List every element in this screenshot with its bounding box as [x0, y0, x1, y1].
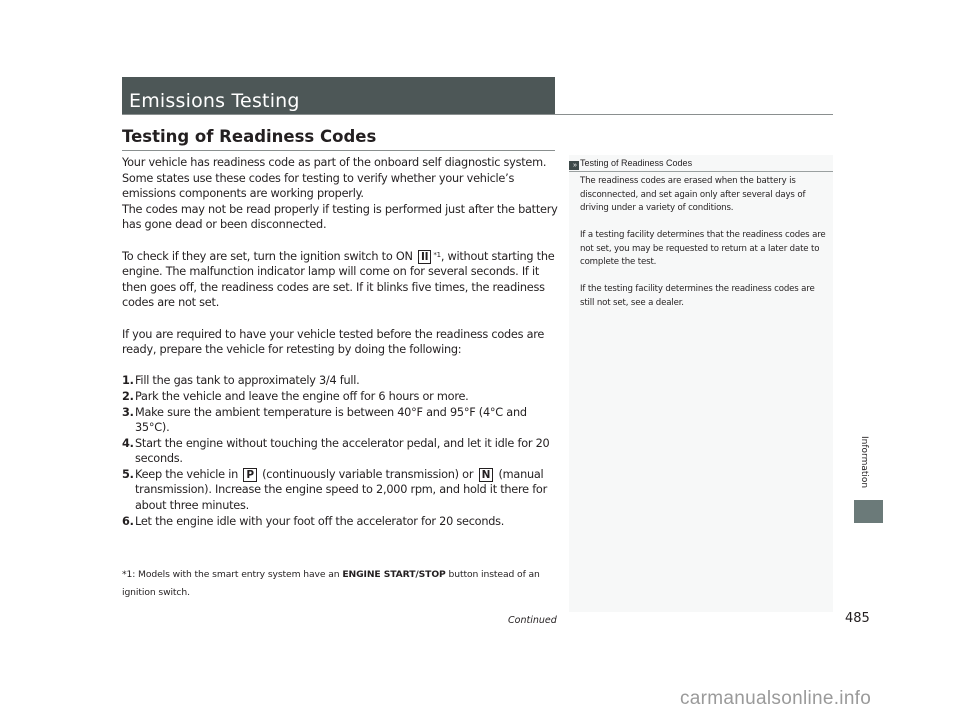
- step-item: 6. Let the engine idle with your foot off the accelerator for 20 seconds.: [122, 514, 505, 528]
- paragraph-intro: Your vehicle has readiness code as part of the onboard self diagnostic system. Some states use these codes for testing to verify whether your vehicle’s emissions components are working properly.: [122, 156, 547, 201]
- step-item: 2. Park the vehicle and leave the engine off for 6 hours or more.: [122, 389, 469, 403]
- step-item: 4. Start the engine without touching the accelerator pedal, and let it idle for 20 seconds.: [122, 436, 550, 466]
- title-rule: [122, 114, 833, 115]
- page-number: 485: [845, 611, 870, 626]
- side-note-paragraph: If a testing facility determines that the readiness codes are not set, you may be requested to return at a later date to complete the test.: [580, 230, 826, 267]
- step-item: 1. Fill the gas tank to approximately 3/4 full.: [122, 374, 360, 388]
- neutral-key-symbol: N: [479, 468, 494, 482]
- chapter-title-bar: [122, 77, 555, 115]
- chapter-title: Emissions Testing: [129, 90, 300, 112]
- paragraph-retest-intro: If you are required to have your vehicle tested before the readiness codes are ready, prepare the vehicle for retesting by doing the following:: [122, 327, 545, 357]
- chapter-tab-marker[interactable]: [854, 500, 883, 523]
- watermark: carmanualsonline.info: [680, 688, 872, 709]
- section-rule: [122, 150, 555, 151]
- side-note-box: [569, 155, 833, 612]
- retest-steps: [122, 373, 558, 529]
- section-heading: Testing of Readiness Codes: [122, 127, 377, 146]
- double-chevron-icon: »: [569, 161, 579, 170]
- footnote-ref: *1: [433, 250, 441, 259]
- paragraph-battery-note: The codes may not be read properly if testing is performed just after the battery has gone dead or been disconnected.: [122, 202, 558, 232]
- step-item: 3. Make sure the ambient temperature is between 40°F and 95°F (4°C and 35°C).: [122, 405, 527, 435]
- step-item: 5. Keep the vehicle in P (continuously variable transmission) or N (manual transmission). Increase the engine speed to 2,000 rpm, and hold it there for about three minutes.: [122, 467, 547, 513]
- side-note-paragraph: The readiness codes are erased when the battery is disconnected, and set again only after several days of driving under a variety of conditions.: [580, 176, 806, 213]
- paragraph-check-codes: To check if they are set, turn the ignition switch to ON II $^{*1}$, without starting the engine. The malfunction indicator lamp will come on for several seconds. If it then goes off, the readiness codes are set. If it blinks five times, the readiness codes are not set.: [122, 249, 555, 310]
- ignition-on-key-symbol: II: [418, 250, 431, 264]
- footnote: *1: Models with the smart entry system have an ENGINE START/STOP button instead of an ignition switch.: [122, 569, 540, 598]
- chapter-tab-label[interactable]: Information: [859, 436, 869, 489]
- continued-label: Continued: [508, 615, 557, 626]
- side-note-heading: » Testing of Readiness Codes: [569, 155, 833, 172]
- park-key-symbol: P: [243, 468, 256, 482]
- main-body: [122, 155, 558, 529]
- side-note-body: [580, 175, 830, 310]
- side-note-paragraph: If the testing facility determines the readiness codes are still not set, see a dealer.: [580, 284, 815, 308]
